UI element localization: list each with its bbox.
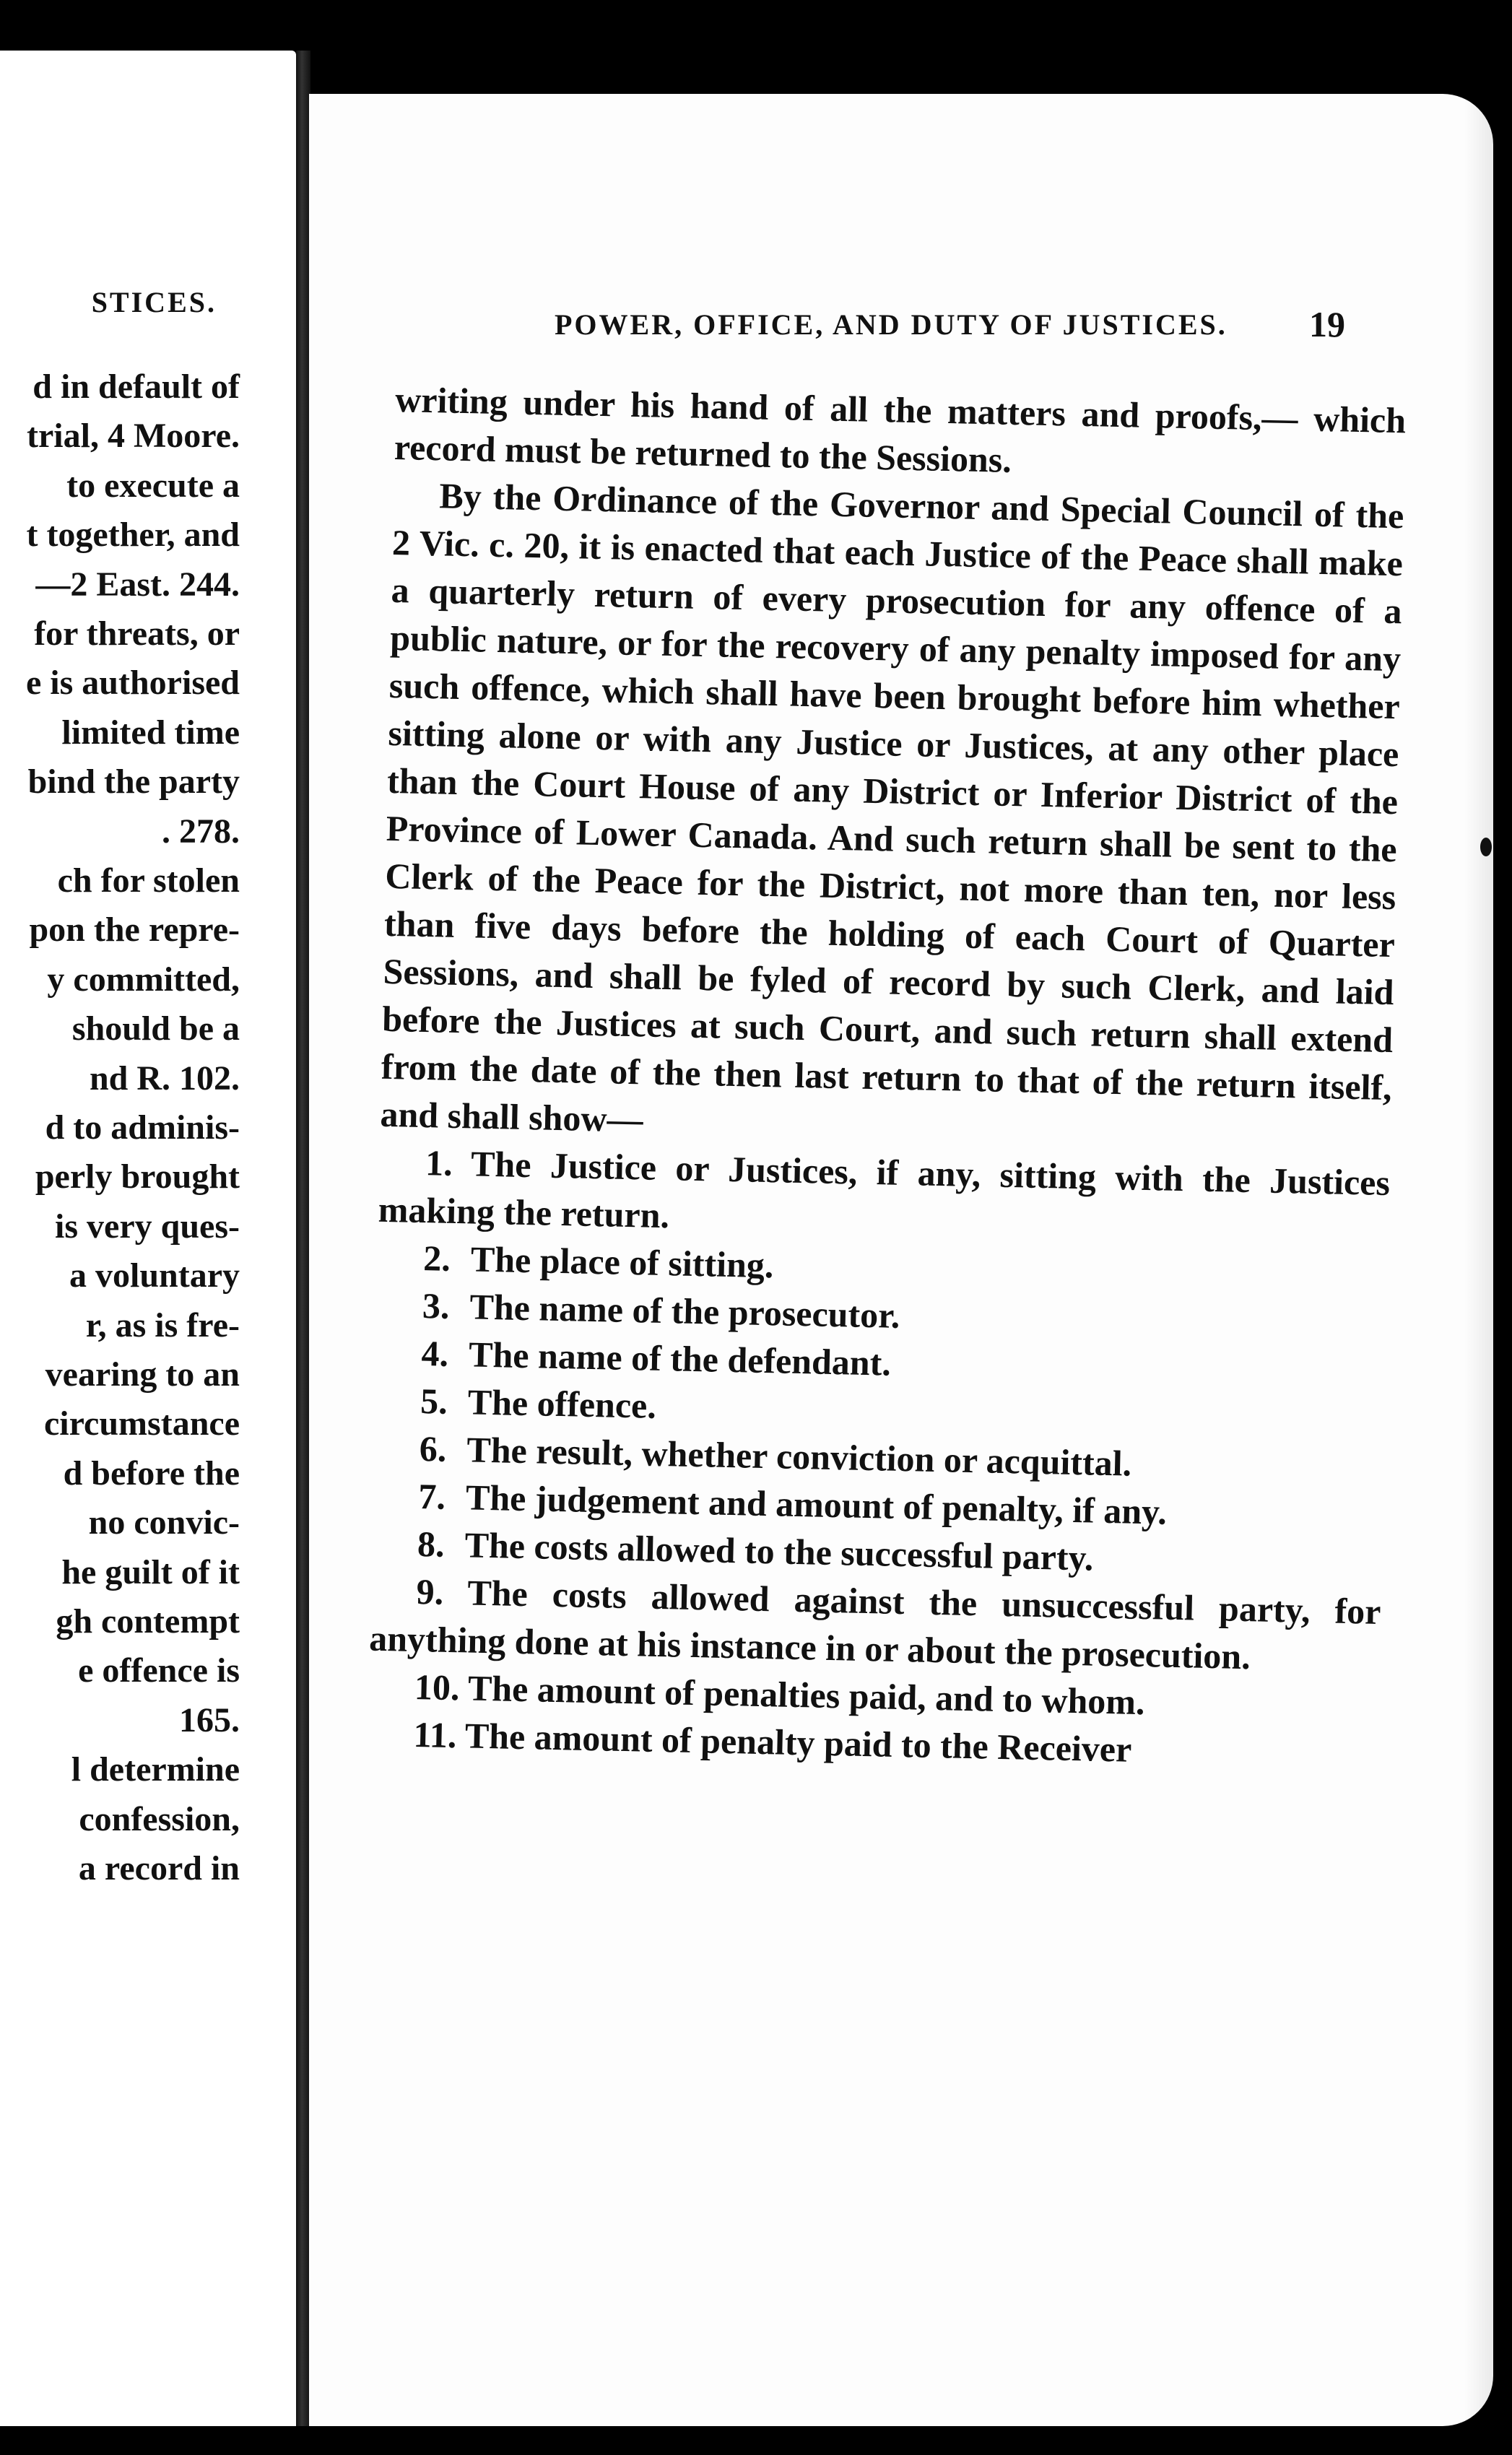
left-page-line: is very ques- xyxy=(55,1207,240,1246)
left-page-line: e offence is xyxy=(78,1651,240,1690)
paragraph-ordinance: By the Ordinance of the Governor and Special Council of the 2 Vic. c. 20, it is enacted that each Justice of the Peace shall make a quarterly return of every prosecution for any offence of a public nature, or for the recovery of any penalty imposed for any such offence, which shall have been brought before him whether sitting alone or with any Justice or Justices, at any other place than the Court House of any District or Inferior District of the Province of Lower Canada. And such return shall be sent to the Clerk of the Peace for the District, not more than ten, nor less than five days before the holding of each Court of Quarter Sessions, and shall be fyled of record by such Clerk, and laid before the Justices at such Court, and such return shall extend from the date of the then last return to that of the return itself, and shall show— xyxy=(379,475,1404,1140)
left-page-line: 165. xyxy=(179,1700,240,1739)
book-gutter xyxy=(296,51,310,2426)
left-page-line: t together, and xyxy=(26,516,240,555)
list-item-number: 8. xyxy=(417,1523,446,1565)
list-item-number: 10. xyxy=(414,1666,461,1708)
left-page-line: no convic- xyxy=(88,1503,240,1542)
list-item-number: 7. xyxy=(417,1476,446,1517)
left-page-line: vearing to an xyxy=(45,1355,240,1394)
right-page xyxy=(309,94,1493,2426)
list-item-number: 11. xyxy=(413,1713,457,1756)
left-page-line: d before the xyxy=(63,1454,240,1492)
left-page-line: l determine xyxy=(71,1750,240,1789)
list-item-number: 6. xyxy=(419,1428,447,1469)
left-page-line: a voluntary xyxy=(69,1256,240,1295)
list-item-text: The offence. xyxy=(467,1381,657,1426)
list-item-text: The name of the defendant. xyxy=(468,1334,892,1383)
list-item-number: 4. xyxy=(421,1333,449,1374)
left-page-header: STICES. xyxy=(91,286,217,318)
list-item-text: The costs allowed to the successful party. xyxy=(464,1524,1094,1578)
list-item-text: The Justice or Justices, if any, sitting with the Justices making the return. xyxy=(378,1143,1391,1236)
left-page-line: —2 East. 244. xyxy=(35,565,240,604)
list-item-text: The amount of penalties paid, and to whom. xyxy=(467,1667,1146,1723)
list-item-number: 1. xyxy=(425,1142,453,1183)
page-body xyxy=(367,375,1407,1778)
list-item-number: 9. xyxy=(416,1570,444,1612)
left-page-line: to execute a xyxy=(66,466,240,505)
running-head: POWER, OFFICE, AND DUTY OF JUSTICES. xyxy=(555,308,1228,341)
list-item-number: 3. xyxy=(422,1285,451,1326)
left-page-line: limited time xyxy=(61,713,240,752)
left-page-line: r, as is fre- xyxy=(85,1305,240,1344)
left-page-line: e is authorised xyxy=(25,664,240,703)
left-page-line: bind the party xyxy=(27,762,240,801)
list-item-text: The result, whether conviction or acquittal. xyxy=(466,1429,1132,1484)
left-page-line: a record in xyxy=(78,1849,240,1887)
page-number: 19 xyxy=(1309,304,1345,344)
list-item-text: The place of sitting. xyxy=(470,1238,774,1286)
list-item-number: 2. xyxy=(422,1238,451,1279)
list-item-text: The amount of penalty paid to the Receiver xyxy=(464,1715,1132,1770)
left-page-line: for threats, or xyxy=(34,614,240,653)
left-page-line: trial, 4 Moore. xyxy=(26,417,240,456)
left-page xyxy=(0,51,296,2426)
left-page-line: nd R. 102. xyxy=(89,1059,240,1098)
left-page-line: circumstance xyxy=(43,1404,240,1443)
left-page-line: pon the repre- xyxy=(29,911,240,950)
ink-speck xyxy=(1480,838,1492,856)
left-page-line: d in default of xyxy=(32,368,240,406)
left-page-line: perly brought xyxy=(35,1157,240,1196)
left-page-line: confession, xyxy=(79,1799,240,1838)
list-item-number: 5. xyxy=(420,1381,448,1422)
left-page-line: he guilt of it xyxy=(61,1552,240,1591)
list-item-text: The costs allowed against the unsuccessful party, for anything done at his instance in or about the prosecution. xyxy=(368,1572,1382,1677)
left-page-line: should be a xyxy=(71,1009,240,1048)
left-page-line: y committed, xyxy=(47,960,240,999)
list-item-text: The judgement and amount of penalty, if any. xyxy=(465,1477,1168,1532)
left-page-line: . 278. xyxy=(162,812,240,851)
left-page-line: ch for stolen xyxy=(57,861,240,900)
paragraph-continued: writing under his hand of all the matters and proofs,— which record must be returned to the Sessions. xyxy=(394,378,1407,480)
list-item-text: The name of the prosecutor. xyxy=(469,1286,900,1336)
left-page-line: d to adminis- xyxy=(45,1108,240,1147)
left-page-line: gh contempt xyxy=(56,1602,240,1641)
